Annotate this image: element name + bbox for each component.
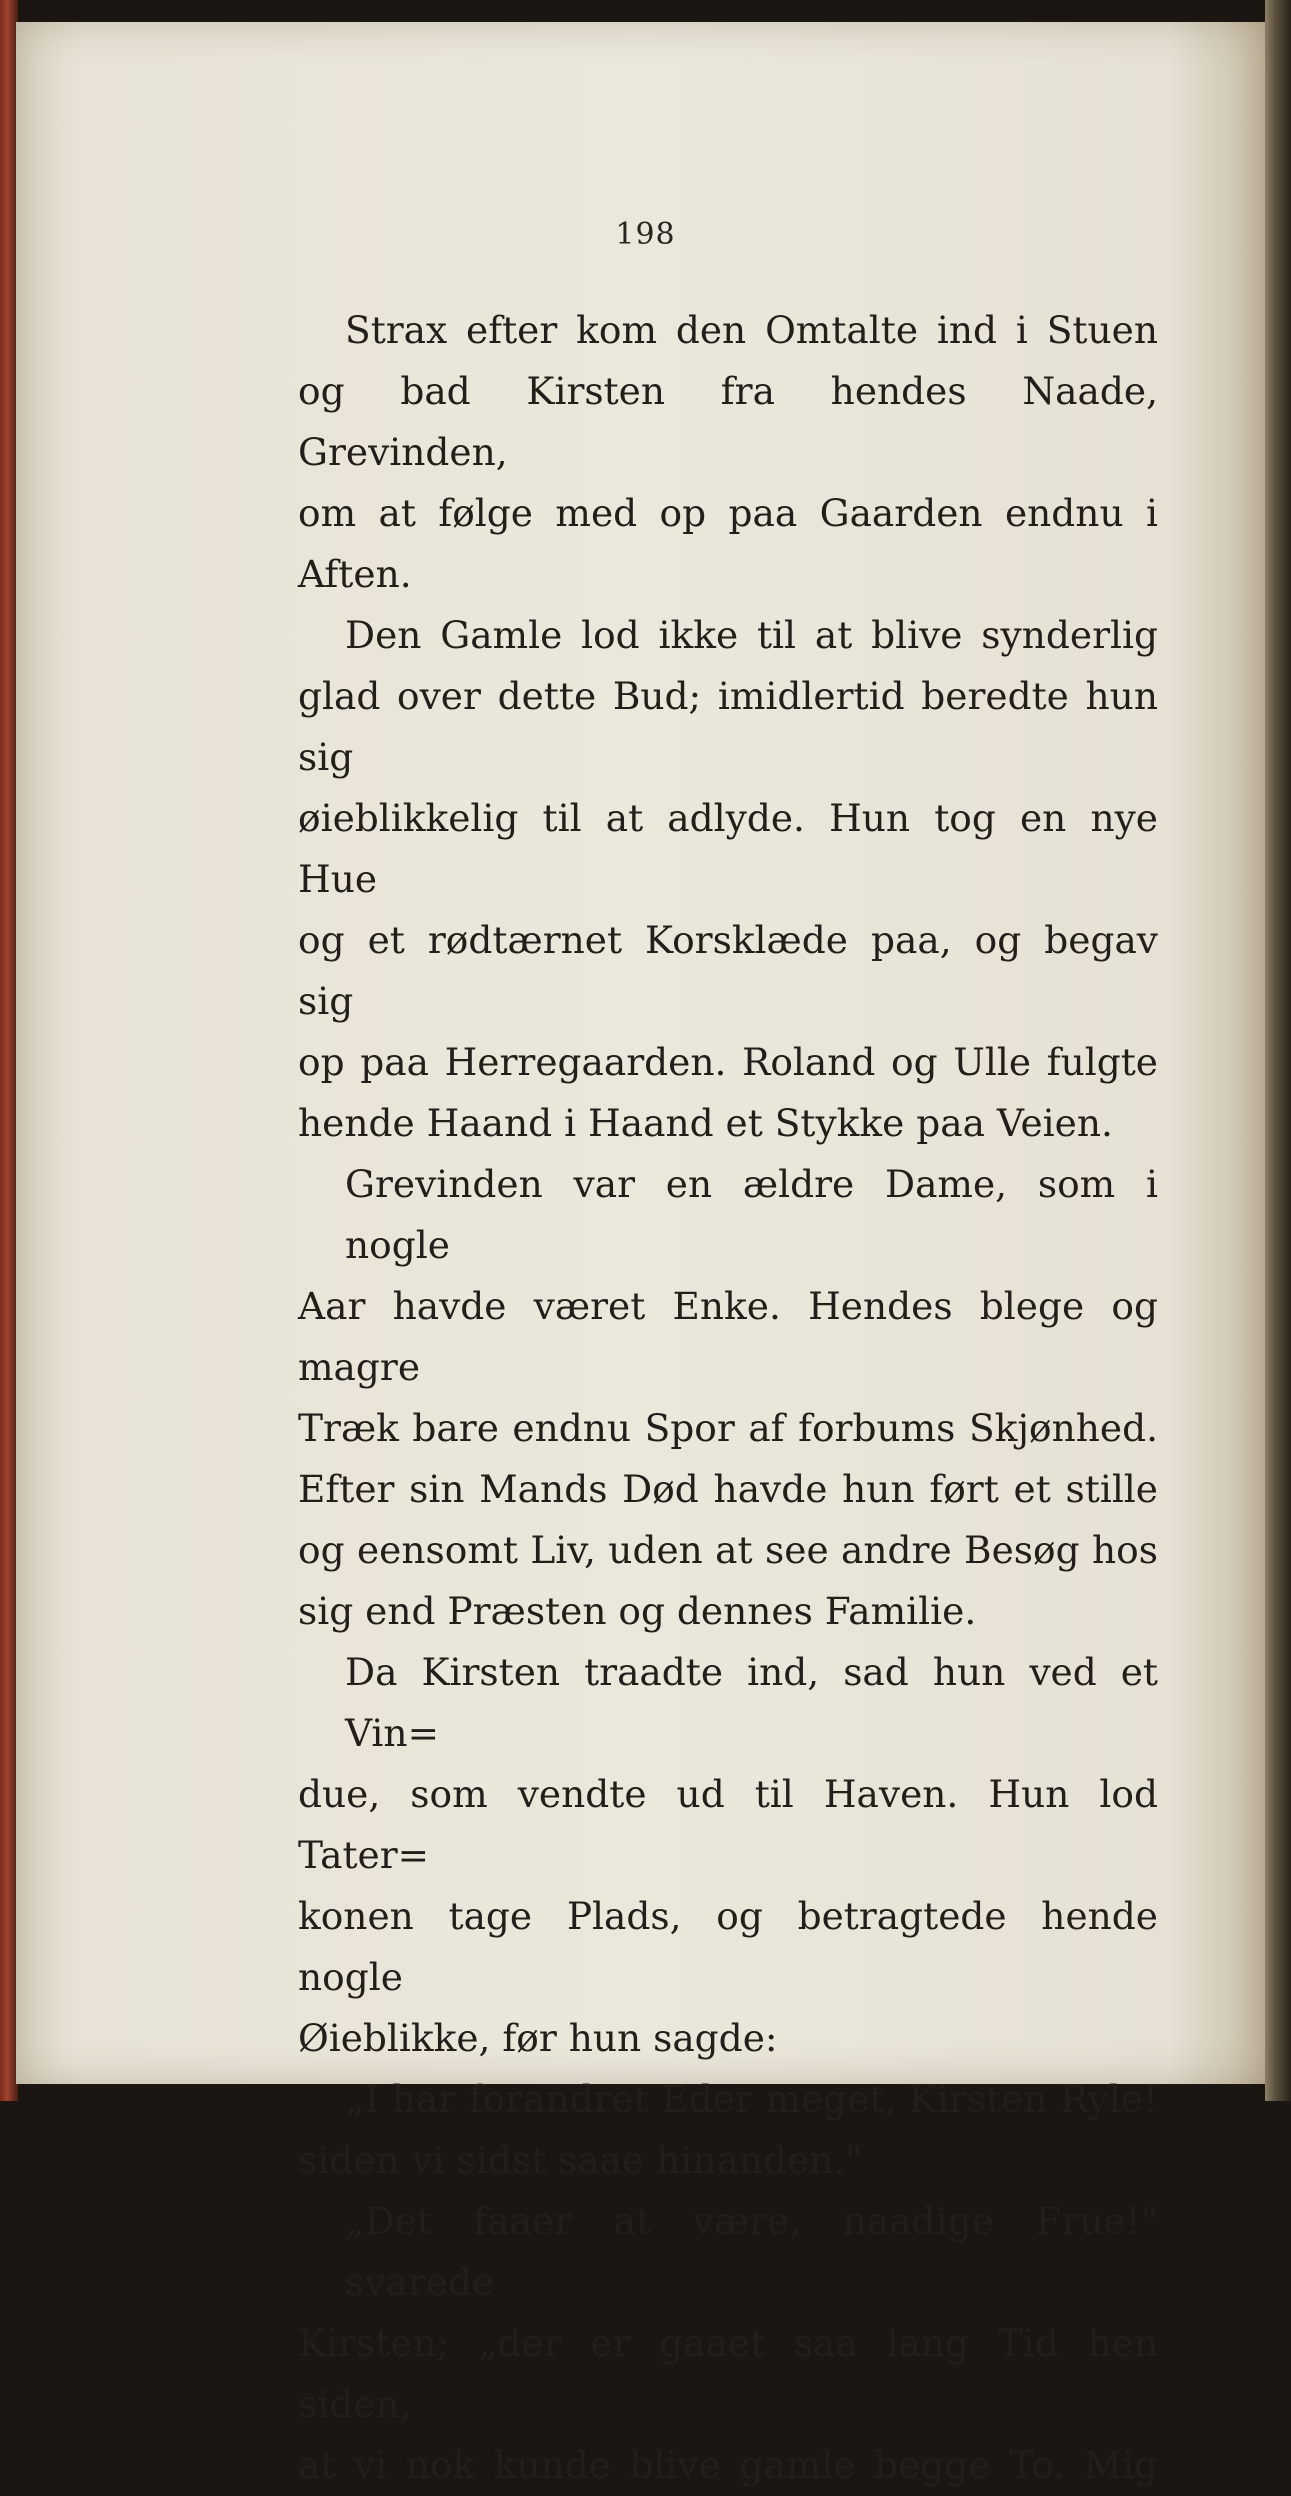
text-line: siden vi sidst saae hinanden." xyxy=(298,2138,863,2182)
text-line: „Det faaer at være, naadige Frue!" svarede xyxy=(345,2199,1158,2304)
text-line: og bad Kirsten fra hendes Naade, Grevinden, xyxy=(298,369,1158,474)
text-line: øieblikkelig til at adlyde. Hun tog en nye Hue xyxy=(298,796,1158,901)
text-line: Kirsten; „der er gaaet saa lang Tid hen siden, xyxy=(298,2321,1158,2426)
paragraph xyxy=(298,1154,1158,1642)
text-line: hende Haand i Haand et Stykke paa Veien. xyxy=(298,1101,1113,1145)
body-text xyxy=(298,300,1158,2496)
text-line: Da Kirsten traadte ind, sad hun ved et Vin= xyxy=(345,1650,1158,1755)
text-line: sig end Præsten og dennes Familie. xyxy=(298,1589,977,1633)
text-line: at vi nok kunde blive gamle begge To. Mig xyxy=(298,2443,1158,2487)
text-line: Træk bare endnu Spor af forbums Skjønhed. xyxy=(298,1406,1158,1450)
text-line: Den Gamle lod ikke til at blive synderlig xyxy=(345,613,1158,657)
text-line: om at følge med op paa Gaarden endnu i xyxy=(298,491,1158,535)
text-line: Efter sin Mands Død havde hun ført et stille xyxy=(298,1467,1158,1511)
text-line: Aar havde været Enke. Hendes blege og magre xyxy=(298,1284,1158,1389)
text-line: due, som vendte ud til Haven. Hun lod Tater= xyxy=(298,1772,1158,1877)
text-line: konen tage Plads, og betragtede hende nogle xyxy=(298,1894,1158,1999)
paragraph xyxy=(298,2069,1158,2191)
text-line: Strax efter kom den Omtalte ind i Stuen xyxy=(345,308,1158,352)
paragraph xyxy=(298,300,1158,605)
paragraph xyxy=(298,605,1158,1154)
text-line: Grevinden var en ældre Dame, som i nogle xyxy=(345,1162,1158,1267)
paragraph xyxy=(298,2191,1158,2496)
text-line: glad over dette Bud; imidlertid beredte hun sig xyxy=(298,674,1158,779)
text-line: op paa Herregaarden. Roland og Ulle fulgte xyxy=(298,1040,1158,1084)
text-line: og et rødtærnet Korsklæde paa, og begav sig xyxy=(298,918,1158,1023)
text-line: Aften. xyxy=(298,552,412,596)
text-line: „I har forandret Eder meget, Kirsten Ryle! xyxy=(345,2077,1158,2121)
text-line: Øieblikke, før hun sagde: xyxy=(298,2016,778,2060)
page-number: 198 xyxy=(615,217,676,252)
paragraph xyxy=(298,1642,1158,2069)
page-edge-shadow xyxy=(1265,0,1291,2101)
text-line: og eensomt Liv, uden at see andre Besøg hos xyxy=(298,1528,1158,1572)
